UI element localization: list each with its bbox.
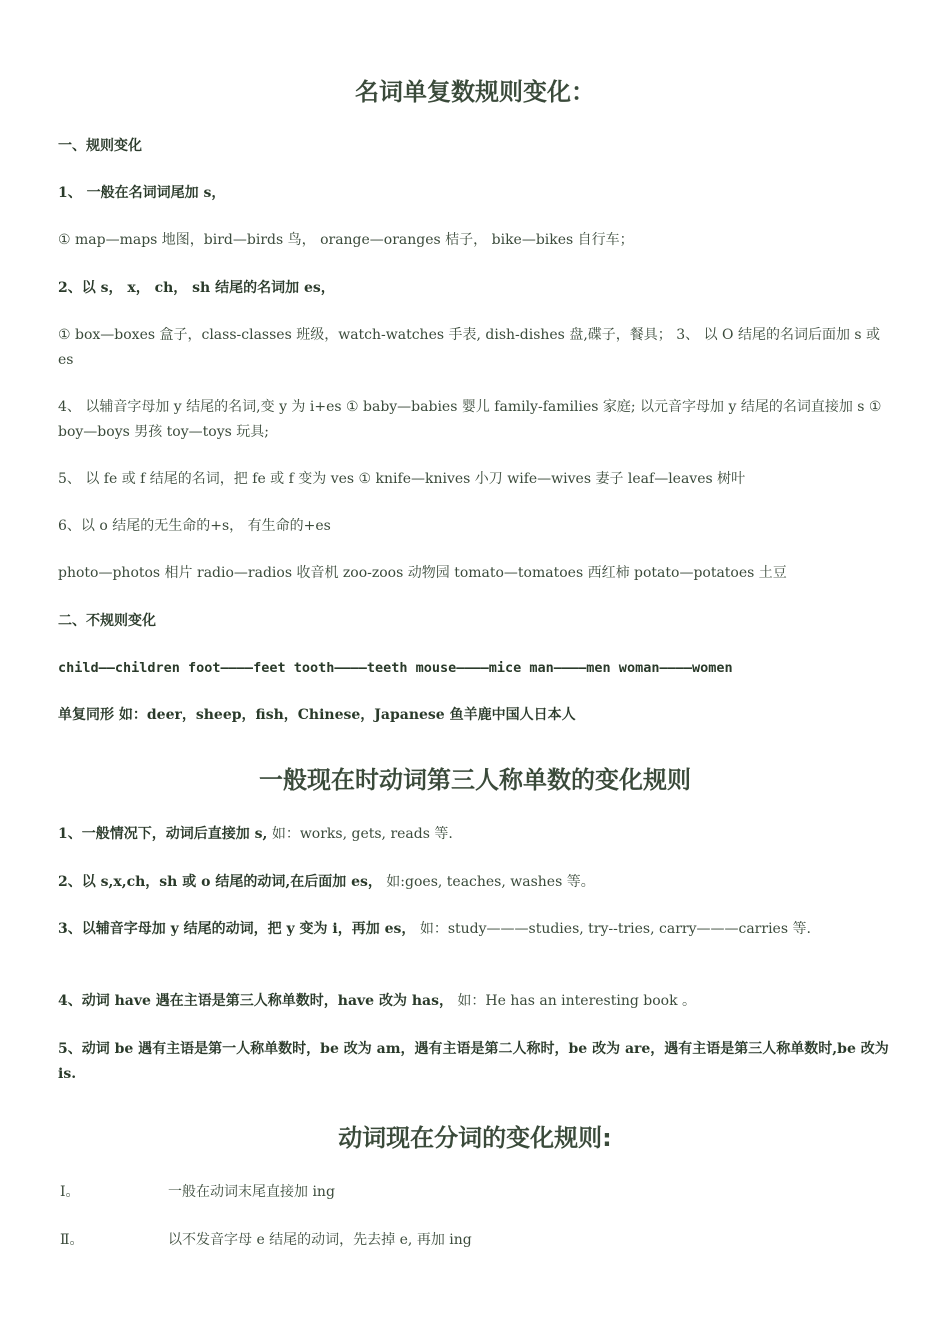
third-person-rule-3-text: 3、以辅音字母加 y 结尾的动词，把 y 变为 i，再加 es， bbox=[58, 921, 416, 937]
third-person-title: 一般现在时动词第三人称单数的变化规则 bbox=[259, 766, 691, 794]
third-person-rule-4-examples: 如：He has an interesting book 。 bbox=[452, 993, 697, 1009]
noun-rule-4: 4、 以辅音字母加 y 结尾的名词,变 y 为 i+es ① baby—babies 婴儿 family-families 家庭; 以元音字母加 y 结尾的名词直接加 s ① boy—boys 男孩 toy—toys 玩具; bbox=[58, 399, 882, 440]
participle-title: 动词现在分词的变化规则: bbox=[338, 1124, 612, 1152]
noun-rule-6-examples: photo—photos 相片 radio—radios 收音机 zoo-zoos 动物园 tomato—tomatoes 西红柿 potato—potatoes 土豆 bbox=[58, 565, 787, 581]
third-person-rule-1-examples: 如：works, gets, reads 等. bbox=[267, 826, 453, 842]
third-person-rule-1 bbox=[58, 822, 894, 847]
third-person-rule-4-text: 4、动词 have 遇在主语是第三人称单数时，have 改为 has， bbox=[58, 993, 453, 1009]
noun-plural-title: 名词单复数规则变化： bbox=[355, 78, 595, 106]
irregular-list: child——children foot————feet tooth————teeth mouse————mice man————men woman————women bbox=[58, 660, 733, 676]
third-person-rule-2 bbox=[58, 870, 894, 895]
noun-rule-2-examples: ① box—boxes 盒子，class-classes 班级，watch-watches 手表, dish-dishes 盘,碟子，餐具； 3、 以 O 结尾的名词后面加 s 或 es bbox=[58, 327, 881, 368]
participle-rule-2-text: 以不发音字母 e 结尾的动词，先去掉 e, 再加 ing bbox=[168, 1232, 472, 1248]
participle-rule-1-numeral: Ⅰ。 bbox=[60, 1184, 80, 1200]
third-person-rule-2-text: 2、以 s,x,ch，sh 或 o 结尾的动词,在后面加 es， bbox=[58, 874, 382, 890]
noun-rule-2: 2、以 s， x， ch， sh 结尾的名词加 es， bbox=[58, 280, 335, 296]
noun-rule-5: 5、 以 fe 或 f 结尾的名词，把 fe 或 f 变为 ves ① knife—knives 小刀 wife—wives 妻子 leaf—leaves 树叶 bbox=[58, 471, 746, 487]
noun-rule-1: 1、 一般在名词词尾加 s， bbox=[58, 185, 226, 201]
third-person-rule-2-examples: 如:goes, teaches, washes 等。 bbox=[381, 874, 595, 890]
same-form-nouns: 单复同形 如：deer，sheep，fish，Chinese，Japanese 鱼羊鹿中国人日本人 bbox=[58, 707, 576, 723]
participle-rule-1-text: 一般在动词末尾直接加 ing bbox=[168, 1184, 335, 1200]
third-person-rule-4 bbox=[58, 989, 894, 1014]
third-person-rule-5: 5、动词 be 遇有主语是第一人称单数时，be 改为 am，遇有主语是第二人称时，be 改为 are，遇有主语是第三人称单数时,be 改为 is. bbox=[58, 1041, 889, 1082]
third-person-rule-1-text: 1、一般情况下，动词后直接加 s, bbox=[58, 826, 268, 842]
noun-rule-6: 6、以 o 结尾的无生命的+s， 有生命的+es bbox=[58, 518, 331, 534]
participle-rule-2-numeral: Ⅱ。 bbox=[60, 1232, 84, 1248]
irregular-heading: 二、不规则变化 bbox=[58, 613, 156, 629]
regular-heading: 一、规则变化 bbox=[58, 138, 142, 154]
noun-rule-1-examples: ① map—maps 地图，bird—birds 鸟， orange—oranges 桔子， bike—bikes 自行车； bbox=[58, 232, 634, 248]
third-person-rule-3-examples: 如：study———studies, try--tries, carry———carries 等. bbox=[415, 921, 811, 937]
third-person-rule-3 bbox=[58, 917, 894, 942]
